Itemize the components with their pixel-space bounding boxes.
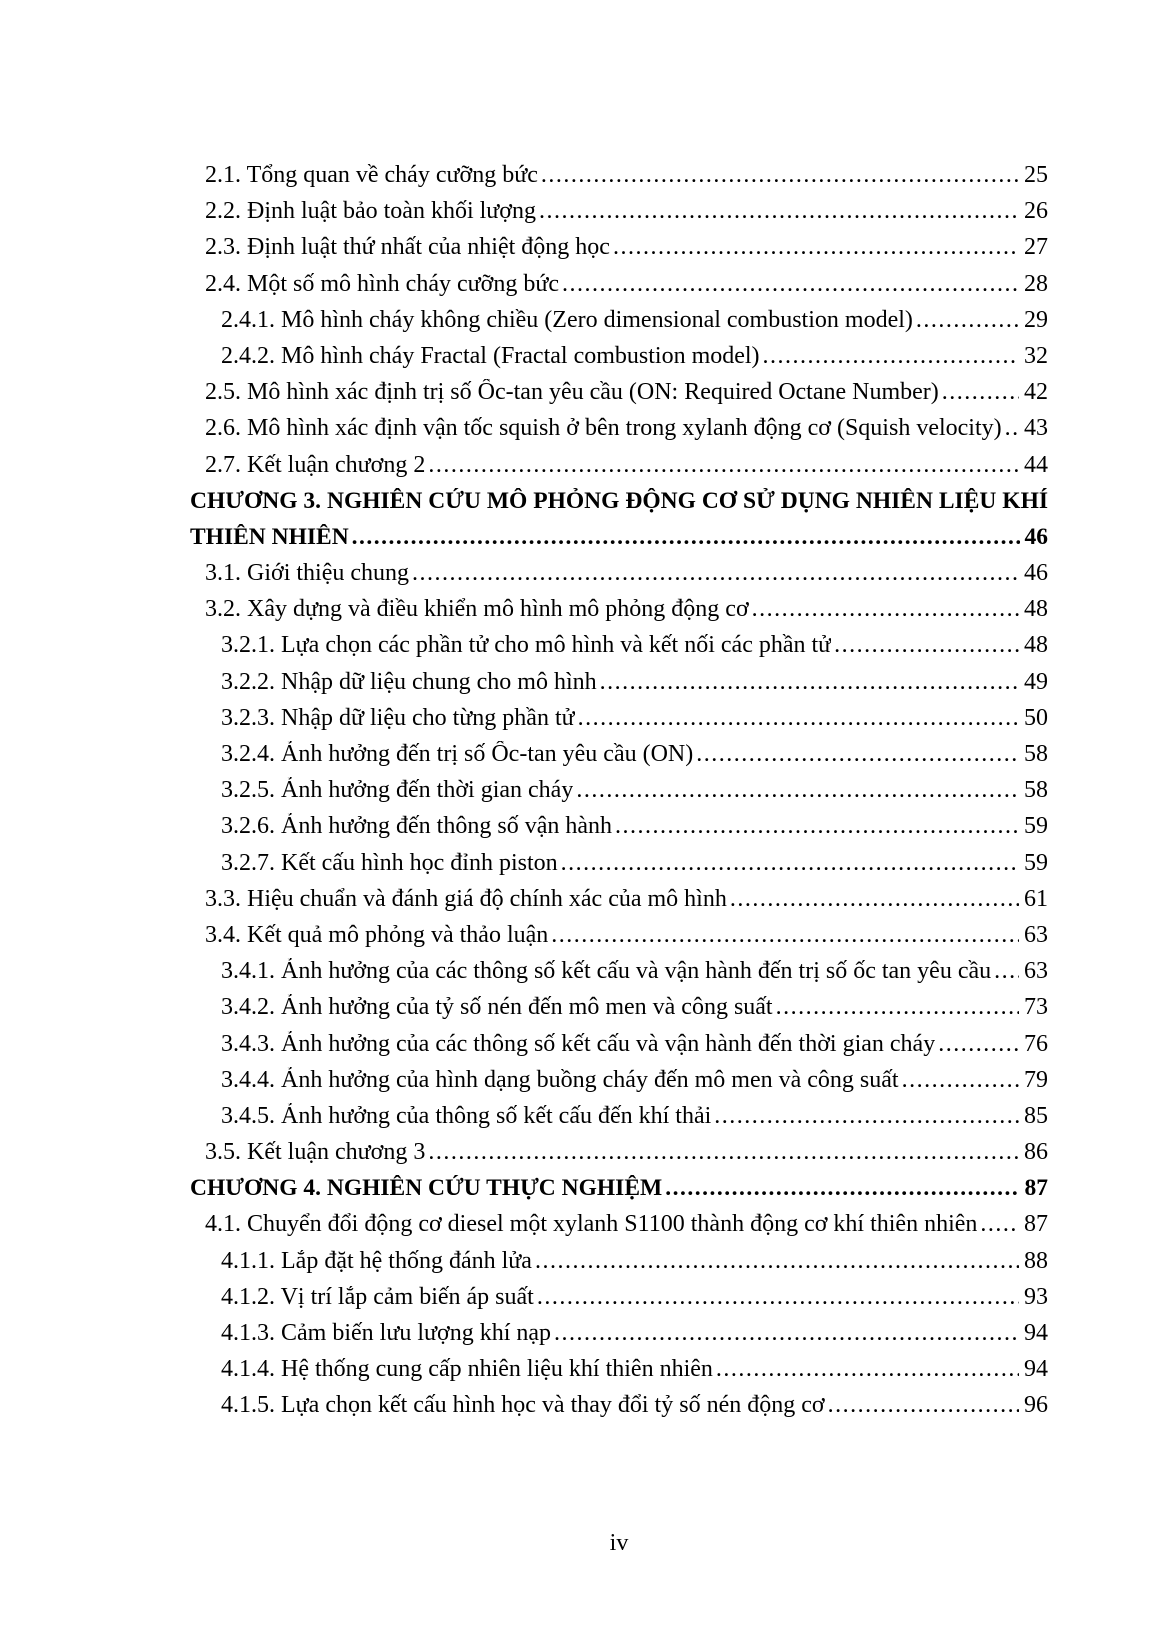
- toc-chapter-heading-label: THIÊN NHIÊN: [190, 523, 349, 550]
- toc-chapter-heading: CHƯƠNG 3. NGHIÊN CỨU MÔ PHỎNG ĐỘNG CƠ SỬ DỤNG NHIÊN LIỆU KHÍ: [190, 487, 1048, 514]
- toc-entry: [190, 198, 1048, 234]
- toc-entry-page-number: 76: [1024, 1030, 1048, 1057]
- toc-entry-label: 3.1. Giới thiệu chung: [205, 560, 409, 587]
- toc-entry: [190, 669, 1048, 705]
- toc-entry: [190, 234, 1048, 270]
- toc-entry-page-number: 63: [1024, 921, 1048, 948]
- toc-entry: [190, 415, 1048, 451]
- dot-leader: [773, 994, 1019, 1021]
- dot-leader: [538, 162, 1019, 189]
- toc-entry: [190, 379, 1048, 415]
- toc-entry: [190, 560, 1048, 596]
- toc-entry-page-number: 85: [1024, 1102, 1048, 1129]
- toc-entry: [190, 596, 1048, 632]
- toc-entry-page-number: 59: [1024, 849, 1048, 876]
- toc-entry: [190, 1284, 1048, 1320]
- toc-entry-label: 4.1.5. Lựa chọn kết cấu hình học và thay đổi tỷ số nén động cơ: [221, 1392, 825, 1419]
- toc-entry-label: 3.5. Kết luận chương 3: [205, 1139, 426, 1166]
- toc-entry-label: 3.4.4. Ảnh hưởng của hình dạng buồng cháy đến mô men và công suất: [221, 1066, 899, 1093]
- dot-leader: [711, 1103, 1019, 1130]
- toc-entry: [190, 886, 1048, 922]
- toc-entry-label: 3.2.3. Nhập dữ liệu cho từng phần tử: [221, 704, 575, 731]
- toc-entry-label: 3.4.3. Ảnh hưởng của các thông số kết cấu và vận hành đến thời gian cháy: [221, 1030, 936, 1057]
- toc-entry-page-number: 32: [1024, 342, 1048, 369]
- toc-entry: [190, 271, 1048, 307]
- dot-leader: [536, 198, 1019, 225]
- table-of-contents: [190, 162, 1048, 1429]
- toc-chapter-heading: [190, 524, 1048, 560]
- toc-entry: [190, 777, 1048, 813]
- toc-entry: [190, 922, 1048, 958]
- dot-leader: [991, 958, 1019, 985]
- toc-chapter-heading-page-number: 87: [1024, 1175, 1048, 1202]
- dot-leader: [575, 705, 1019, 732]
- toc-entry-page-number: 29: [1024, 306, 1048, 333]
- toc-entry-label: 2.4.2. Mô hình cháy Fractal (Fractal combustion model): [221, 342, 760, 369]
- dot-leader: [727, 886, 1019, 913]
- toc-entry-page-number: 48: [1024, 596, 1048, 623]
- toc-entry-label: 3.2.5. Ảnh hưởng đến thời gian cháy: [221, 777, 574, 804]
- toc-entry-page-number: 63: [1024, 958, 1048, 985]
- dot-leader: [573, 777, 1019, 804]
- toc-entry: [190, 1211, 1048, 1247]
- toc-entry-page-number: 88: [1024, 1247, 1048, 1274]
- toc-entry: [190, 850, 1048, 886]
- dot-leader: [425, 452, 1019, 479]
- toc-entry-page-number: 79: [1024, 1066, 1048, 1093]
- toc-entry-label: 3.2.7. Kết cấu hình học đỉnh piston: [221, 849, 558, 876]
- toc-entry-label: 2.1. Tổng quan về cháy cưỡng bức: [205, 162, 538, 188]
- toc-entry: [190, 1067, 1048, 1103]
- toc-entry-label: 3.4.2. Ảnh hưởng của tỷ số nén đến mô men và công suất: [221, 994, 773, 1021]
- toc-entry: [190, 1320, 1048, 1356]
- toc-entry: [190, 162, 1048, 198]
- dot-leader: [935, 1031, 1019, 1058]
- toc-entry-label: 3.2.1. Lựa chọn các phần tử cho mô hình và kết nối các phần tử: [221, 632, 832, 659]
- toc-entry-page-number: 61: [1024, 885, 1048, 912]
- dot-leader: [977, 1211, 1019, 1238]
- toc-entry-label: 4.1.2. Vị trí lắp cảm biến áp suất: [221, 1283, 534, 1310]
- toc-entry-label: 2.4. Một số mô hình cháy cưỡng bức: [205, 270, 559, 297]
- toc-entry: [190, 813, 1048, 849]
- toc-entry: [190, 1248, 1048, 1284]
- dot-leader: [913, 307, 1019, 334]
- toc-entry-page-number: 58: [1024, 741, 1048, 767]
- toc-entry-page-number: 93: [1024, 1283, 1048, 1310]
- dot-leader: [662, 1175, 1019, 1202]
- toc-entry-label: 2.3. Định luật thứ nhất của nhiệt động học: [205, 234, 610, 261]
- dot-leader: [939, 379, 1019, 406]
- toc-entry-label: 3.4. Kết quả mô phỏng và thảo luận: [205, 921, 549, 948]
- toc-entry-page-number: 59: [1024, 813, 1048, 840]
- toc-entry-label: 3.3. Hiệu chuẩn và đánh giá độ chính xác của mô hình: [205, 885, 727, 912]
- toc-entry: [190, 994, 1048, 1030]
- dot-leader: [558, 850, 1019, 877]
- dot-leader: [610, 234, 1019, 261]
- toc-entry-label: 4.1.4. Hệ thống cung cấp nhiên liệu khí thiên nhiên: [221, 1356, 713, 1383]
- dot-leader: [551, 1320, 1019, 1347]
- toc-entry-page-number: 86: [1024, 1139, 1048, 1166]
- toc-entry-page-number: 26: [1024, 198, 1048, 225]
- dot-leader: [899, 1067, 1019, 1094]
- toc-entry-label: 2.7. Kết luận chương 2: [205, 451, 426, 478]
- toc-entry-label: 3.4.5. Ảnh hưởng của thông số kết cấu đến khí thải: [221, 1102, 712, 1129]
- dot-leader: [1002, 415, 1019, 442]
- toc-entry-label: 4.1. Chuyển đổi động cơ diesel một xylanh S1100 thành động cơ khí thiên nhiên: [205, 1211, 978, 1238]
- toc-entry: [190, 1356, 1048, 1392]
- dot-leader: [409, 560, 1019, 587]
- toc-entry-page-number: 48: [1024, 632, 1048, 659]
- toc-entry: [190, 705, 1048, 741]
- dot-leader: [831, 632, 1019, 659]
- toc-entry-page-number: 94: [1024, 1356, 1048, 1383]
- toc-entry-page-number: 25: [1024, 162, 1048, 188]
- toc-entry: [190, 343, 1048, 379]
- toc-chapter-heading-label: CHƯƠNG 4. NGHIÊN CỨU THỰC NGHIỆM: [190, 1175, 663, 1202]
- toc-entry-page-number: 27: [1024, 234, 1048, 261]
- toc-entry-label: 2.2. Định luật bảo toàn khối lượng: [205, 198, 536, 225]
- dot-leader: [693, 741, 1019, 768]
- toc-entry: [190, 307, 1048, 343]
- toc-entry-label: 3.2.6. Ảnh hưởng đến thông số vận hành: [221, 813, 612, 840]
- toc-entry: [190, 1103, 1048, 1139]
- toc-entry: [190, 741, 1048, 777]
- toc-entry-label: 2.4.1. Mô hình cháy không chiều (Zero dimensional combustion model): [221, 306, 913, 333]
- toc-entry-page-number: 73: [1024, 994, 1048, 1021]
- toc-chapter-heading-page-number: 46: [1024, 523, 1048, 550]
- toc-entry-label: 3.2.2. Nhập dữ liệu chung cho mô hình: [221, 668, 597, 695]
- dot-leader: [349, 524, 1020, 551]
- dot-leader: [425, 1139, 1019, 1166]
- dot-leader: [548, 922, 1019, 949]
- toc-entry: [190, 1392, 1048, 1428]
- toc-entry-page-number: 42: [1024, 379, 1048, 406]
- toc-entry: [190, 452, 1048, 488]
- dot-leader: [612, 813, 1019, 840]
- dot-leader: [597, 669, 1019, 696]
- toc-entry-page-number: 46: [1024, 560, 1048, 587]
- toc-entry-label: 3.4.1. Ảnh hưởng của các thông số kết cấu và vận hành đến trị số ốc tan yêu cầu: [221, 958, 992, 985]
- toc-entry-page-number: 43: [1024, 415, 1048, 442]
- toc-chapter-heading: [190, 1175, 1048, 1211]
- toc-entry-page-number: 50: [1024, 704, 1048, 731]
- toc-entry-page-number: 87: [1024, 1211, 1048, 1238]
- dot-leader: [760, 343, 1019, 370]
- dot-leader: [559, 271, 1019, 298]
- toc-entry-page-number: 49: [1024, 668, 1048, 695]
- toc-entry: [190, 632, 1048, 668]
- toc-entry-label: 4.1.3. Cảm biến lưu lượng khí nạp: [221, 1320, 552, 1346]
- dot-leader: [825, 1392, 1019, 1419]
- dot-leader: [713, 1356, 1019, 1383]
- dot-leader: [532, 1248, 1019, 1275]
- toc-entry-page-number: 44: [1024, 451, 1048, 478]
- toc-entry: [190, 958, 1048, 994]
- toc-entry-label: 3.2. Xây dựng và điều khiển mô hình mô phỏng động cơ: [205, 596, 749, 623]
- toc-entry-page-number: 58: [1024, 777, 1048, 804]
- dot-leader: [534, 1284, 1019, 1311]
- toc-entry-label: 3.2.4. Ảnh hưởng đến trị số Ốc-tan yêu cầu (ON): [221, 741, 694, 767]
- toc-entry-page-number: 94: [1024, 1320, 1048, 1346]
- dot-leader: [749, 596, 1019, 623]
- toc-entry-label: 2.6. Mô hình xác định vận tốc squish ở bên trong xylanh động cơ (Squish velocity): [205, 415, 1002, 442]
- toc-entry-label: 2.5. Mô hình xác định trị số Ốc-tan yêu cầu (ON: Required Octane Number): [205, 379, 939, 406]
- toc-entry-page-number: 28: [1024, 270, 1048, 297]
- toc-entry: [190, 1031, 1048, 1067]
- page-number-footer: iv: [609, 1530, 629, 1556]
- toc-entry: [190, 1139, 1048, 1175]
- toc-entry-page-number: 96: [1024, 1392, 1048, 1419]
- toc-entry-label: 4.1.1. Lắp đặt hệ thống đánh lửa: [221, 1247, 532, 1274]
